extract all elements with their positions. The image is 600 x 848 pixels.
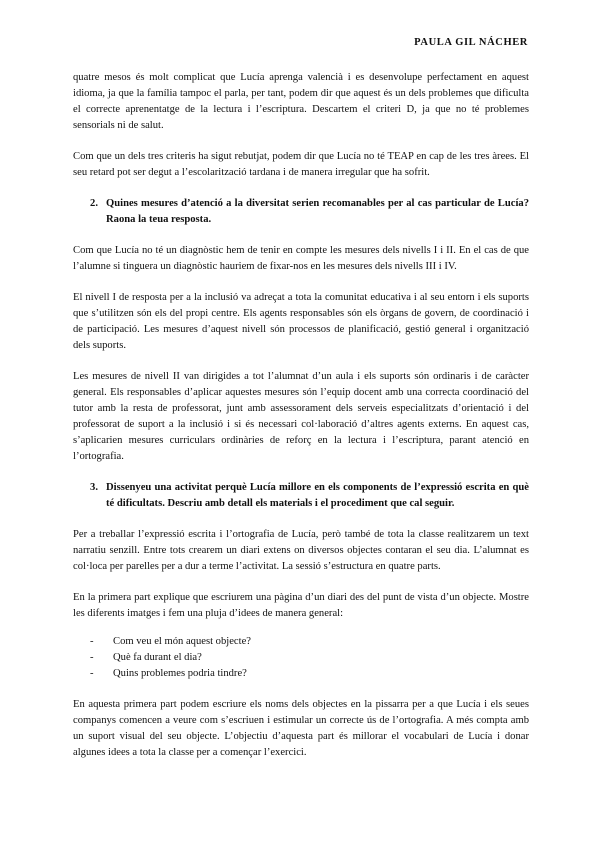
paragraph: El nivell I de resposta per a la inclusió va adreçat a tota la comunitat educativa i al seu entorn i els suports que s’utilitzen són els del propi centre. Els agents responsables són els òrgans de govern, de coordinació i de participació. Les mesures d’aquest nivell són processos de planificació, gestió general i organització dels suports. [73, 292, 529, 351]
list-item-text: Com veu el món aquest objecte? [113, 636, 251, 647]
question-number: 3. [90, 482, 98, 493]
question-heading [73, 196, 529, 228]
question-heading [73, 480, 529, 512]
paragraph: Com que un dels tres criteris ha sigut rebutjat, podem dir que Lucía no té TEAP en cap de les tres àrees. El seu retard pot ser degut a l’escolarització tardana i de manera irregular que ha sofrit. [73, 151, 529, 178]
paragraph: En aquesta primera part podem escriure els noms dels objectes en la pissarra per a que Lucía i els seues companys comencen a veure com s’escriuen i estimular un correcte ús de l’ortografia. A més compta amb un suport visual del seu objecte. L’objectiu d’aquesta part és millorar el vocabulari de Lucía i donar algunes idees a tota la classe per a començar l’exercici. [73, 699, 529, 758]
list-marker: - [90, 668, 94, 679]
paragraph: quatre mesos és molt complicat que Lucía aprenga valencià i es desenvolupe perfectament en aquest idioma, ja que la família tampoc el parla, per tant, podem dir que aquest és un dels problemes que dificulta el correcte aprenentatge de la lectura i l’escriptura. Descartem el criteri D, ja que no té problemes sensorials ni de salut. [73, 72, 529, 131]
question-number: 2. [90, 198, 98, 209]
paragraph: Per a treballar l’expressió escrita i l’ortografia de Lucía, però també de tota la classe realitzarem un text narratiu senzill. Entre tots crearem un diari extens on diversos objectes contaran el seu dia. L’alumnat es col·loca per parelles per a dur a terme l’activitat. La sessió s’estructura en quatre parts. [73, 529, 529, 572]
list-item-text: Què fa durant el dia? [113, 652, 202, 663]
question-text: Quines mesures d’atenció a la diversitat serien recomanables per al cas particular de Lucía? Raona la teua resposta. [106, 198, 529, 225]
list-marker: - [90, 636, 94, 647]
list-item [73, 634, 529, 650]
list-item [73, 666, 529, 682]
paragraph: Com que Lucía no té un diagnòstic hem de tenir en compte les mesures dels nivells I i II. En el cas de que l’alumne si tinguera un diagnòstic hauriem de fixar-nos en les mesures dels nivells III i IV. [73, 245, 529, 272]
list-item [73, 650, 529, 666]
list-marker: - [90, 652, 94, 663]
paragraph: En la primera part explique que escriurem una pàgina d’un diari des del punt de vista d’un objecte. Mostre les diferents imatges i fem una pluja d’idees de manera general: [73, 592, 529, 619]
author-header: PAULA GIL NÁCHER [414, 37, 528, 48]
paragraph: Les mesures de nivell II van dirigides a tot l’alumnat d’un aula i els suports són ordinaris i de caràcter general. Els responsables d’aplicar aquestes mesures són l’equip docent amb una correcta coordinació del tutor amb la resta de professorat, junt amb assessorament dels serveis especialitzats d’orientació i del professorat de suport a la inclusió i si és necessari col·laboració d’altres agents externs. En aquest cas, s’aplicarien mesures curriculars ordinàries de reforç en la lectura i l’escriptura, parant atenció en l’ortografia. [73, 371, 529, 462]
bullet-list [73, 634, 529, 682]
document-body [73, 70, 529, 761]
list-item-text: Quins problemes podria tindre? [113, 668, 247, 679]
question-text: Dissenyeu una activitat perquè Lucía millore en els components de l’expressió escrita en què té dificultats. Descriu amb detall els materials i el procediment que cal seguir. [106, 482, 529, 509]
